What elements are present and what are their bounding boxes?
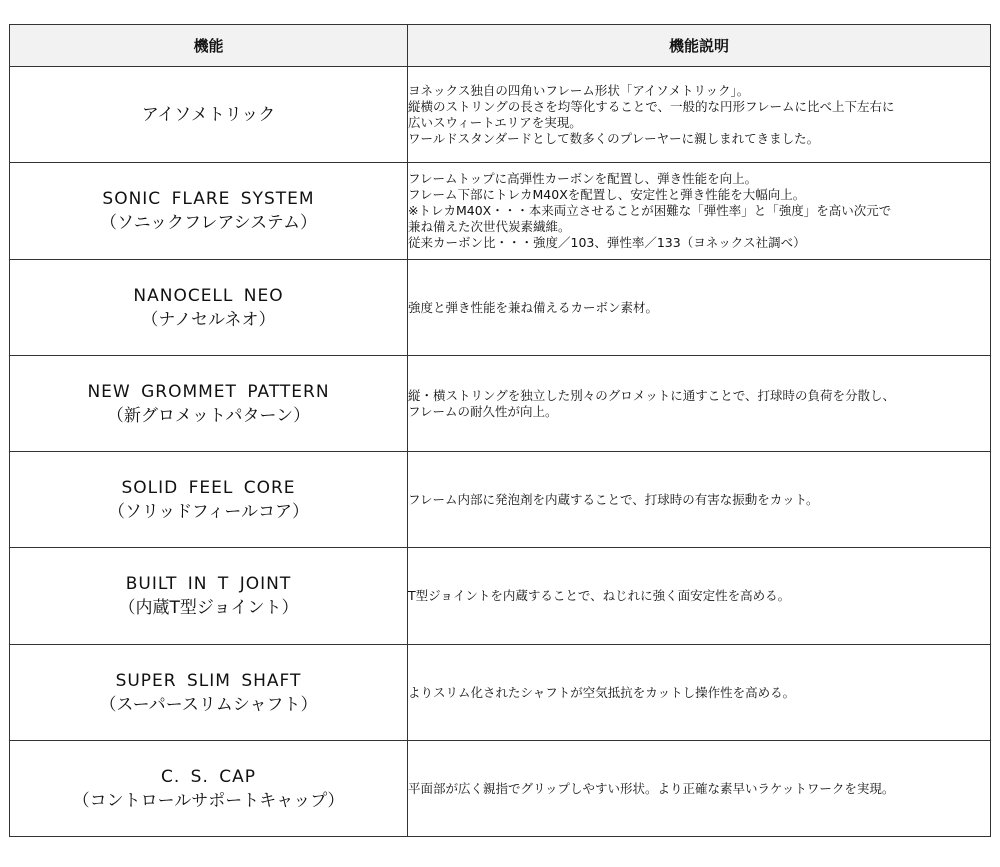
header-description: 機能説明 — [408, 25, 991, 67]
feature-name-ja: （ソニックフレアシステム） — [100, 213, 317, 233]
feature-table — [9, 24, 991, 837]
feature-name-en: SOLID FEEL CORE — [121, 477, 296, 498]
feature-name-cell — [10, 260, 408, 356]
feature-description-cell — [408, 260, 991, 356]
header-feature: 機能 — [10, 25, 408, 67]
feature-description-cell — [408, 163, 991, 260]
feature-description-cell — [408, 645, 991, 741]
description-line: 強度と弾き性能を兼ね備えるカーボン素材。 — [408, 299, 659, 315]
description-line: 縦・横ストリングを独立した別々のグロメットに通すことで、打球時の負荷を分散し、 — [408, 387, 896, 403]
description-line: 兼ね備えた次世代炭素繊維。 — [408, 219, 571, 234]
feature-name-cell — [10, 548, 408, 645]
feature-name-en: SUPER SLIM SHAFT — [115, 670, 302, 691]
description-line: フレームトップに高弾性カーボンを配置し、弾き性能を向上。 — [408, 171, 758, 186]
table-row — [10, 741, 991, 837]
feature-description-cell — [408, 452, 991, 548]
feature-name-en: C. S. CAP — [160, 766, 257, 787]
table-row — [10, 645, 991, 741]
description-line: フレーム下部にトレカM40Xを配置し、安定性と弾き性能を大幅向上。 — [408, 187, 806, 202]
feature-name-en: NANOCELL NEO — [133, 285, 284, 306]
feature-name-cell — [10, 163, 408, 260]
feature-name-ja: （内蔵T型ジョイント） — [118, 598, 299, 618]
table-row — [10, 452, 991, 548]
header-row — [10, 25, 991, 67]
description-line: 従来カーボン比・・・強度／103、弾性率／133（ヨネックス社調べ） — [408, 235, 806, 250]
feature-name-ja: （新グロメットパターン） — [106, 405, 311, 426]
feature-description-cell — [408, 67, 991, 163]
feature-description-cell — [408, 548, 991, 645]
feature-name-cell — [10, 741, 408, 837]
description-line: よりスリム化されたシャフトが空気抵抗をカットし操作性を高める。 — [408, 684, 796, 700]
feature-name-en: NEW GROMMET PATTERN — [87, 381, 330, 402]
feature-name-cell — [10, 645, 408, 741]
feature-name-en: SONIC FLARE SYSTEM — [102, 189, 315, 209]
feature-name-cell — [10, 356, 408, 452]
description-line: ヨネックス独自の四角いフレーム形状「アイソメトリック」。 — [408, 82, 750, 98]
description-line: T型ジョイントを内蔵することで、ねじれに強く面安定性を高める。 — [408, 588, 791, 603]
description-line: 平面部が広く親指でグリップしやすい形状。より正確な素早いラケットワークを実現。 — [408, 780, 895, 796]
description-line: 広いスウィートエリアを実現。 — [408, 114, 582, 130]
feature-description-cell — [408, 741, 991, 837]
feature-name-cell — [10, 67, 408, 163]
table-row — [10, 163, 991, 260]
feature-name-ja: （ナノセルネオ） — [141, 309, 276, 330]
table-row — [10, 356, 991, 452]
description-line: フレーム内部に発泡剤を内蔵することで、打球時の有害な振動をカット。 — [408, 491, 819, 507]
feature-name-ja: （ソリッドフィールコア） — [107, 501, 310, 522]
table-row — [10, 548, 991, 645]
feature-name-en: BUILT IN T JOINT — [125, 574, 292, 594]
feature-name-ja: アイソメトリック — [141, 104, 276, 125]
table-row — [10, 260, 991, 356]
feature-name-cell — [10, 452, 408, 548]
feature-name-ja: （スーパースリムシャフト） — [99, 694, 318, 715]
description-line: ※トレカM40X・・・本来両立させることが困難な「弾性率」と「強度」を高い次元で — [408, 203, 892, 218]
description-line: フレームの耐久性が向上。 — [408, 403, 558, 419]
table-row — [10, 67, 991, 163]
feature-description-cell — [408, 356, 991, 452]
description-line: 縦横のストリングの長さを均等化することで、一般的な円形フレームに比べ上下左右に — [408, 98, 895, 114]
feature-name-ja: （コントロールサポートキャップ） — [72, 790, 345, 811]
description-line: ワールドスタンダードとして数多くのプレーヤーに親しまれてきました。 — [408, 130, 820, 146]
